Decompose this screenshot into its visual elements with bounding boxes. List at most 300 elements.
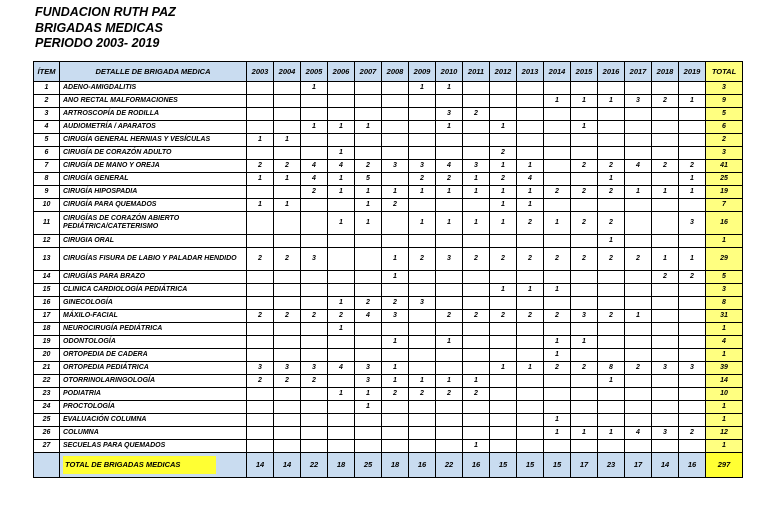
item-number: 16 [34,297,60,310]
year-count-cell: 2 [490,173,517,186]
year-count-cell [571,414,598,427]
year-count-cell [382,440,409,453]
year-count-cell [382,212,409,235]
year-count-cell: 2 [274,160,301,173]
year-count-cell: 2 [517,310,544,323]
year-count-cell: 2 [679,271,706,284]
year-count-cell: 1 [436,336,463,349]
year-count-cell [490,82,517,95]
year-count-cell [544,297,571,310]
year-count-cell [274,147,301,160]
year-count-cell [328,284,355,297]
year-count-cell [679,147,706,160]
year-count-cell [409,427,436,440]
table-row [34,427,743,440]
year-count-cell: 1 [517,186,544,199]
year-column-header: 2007 [355,62,382,82]
year-count-cell [247,95,274,108]
table-row [34,235,743,248]
year-count-cell: 1 [247,199,274,212]
year-count-cell [544,173,571,186]
year-count-cell [571,388,598,401]
year-count-cell [382,95,409,108]
year-count-cell [328,248,355,271]
year-count-cell: 2 [382,388,409,401]
year-count-cell [490,388,517,401]
year-count-cell [571,401,598,414]
year-count-cell [436,414,463,427]
year-count-cell: 1 [652,248,679,271]
report-header [35,5,176,52]
year-count-cell [328,235,355,248]
year-count-cell: 1 [355,121,382,134]
brigade-name: ODONTOLOGÍA [60,336,247,349]
year-count-cell [301,401,328,414]
total-label: TOTAL DE BRIGADAS MEDICAS [63,456,216,474]
year-count-cell: 2 [436,310,463,323]
year-count-cell [409,108,436,121]
item-number: 27 [34,440,60,453]
year-column-header: 2011 [463,62,490,82]
year-count-cell: 1 [571,427,598,440]
year-count-cell [625,271,652,284]
year-count-cell: 1 [490,284,517,297]
year-count-cell [382,108,409,121]
row-total-cell: 16 [706,212,743,235]
year-count-cell [274,212,301,235]
year-count-cell [247,82,274,95]
brigade-name: ORTOPEDIA PEDIÁTRICA [60,362,247,375]
year-count-cell [544,375,571,388]
year-count-cell [409,134,436,147]
year-count-cell: 1 [436,212,463,235]
year-count-cell [301,235,328,248]
year-count-cell: 1 [463,375,490,388]
year-count-cell: 1 [355,388,382,401]
year-count-cell: 1 [679,248,706,271]
year-column-header: 2006 [328,62,355,82]
year-count-cell [463,401,490,414]
year-count-cell: 8 [598,362,625,375]
year-count-cell [517,95,544,108]
year-count-cell: 1 [571,121,598,134]
year-count-cell [625,147,652,160]
year-count-cell: 1 [598,173,625,186]
year-count-cell: 2 [301,186,328,199]
year-count-cell: 1 [436,186,463,199]
table-row [34,297,743,310]
table-row [34,323,743,336]
year-count-cell [328,271,355,284]
year-count-cell [625,323,652,336]
year-count-cell: 2 [517,248,544,271]
year-count-cell: 2 [247,310,274,323]
year-count-cell [436,440,463,453]
year-count-cell [571,284,598,297]
year-count-cell [598,108,625,121]
year-count-cell [247,401,274,414]
year-count-cell [571,297,598,310]
year-count-cell [247,336,274,349]
year-count-cell [328,336,355,349]
year-count-cell [652,336,679,349]
year-count-cell [517,375,544,388]
year-count-cell [625,297,652,310]
year-count-cell [625,414,652,427]
year-count-cell: 1 [463,173,490,186]
year-column-header: 2014 [544,62,571,82]
year-count-cell: 1 [328,212,355,235]
year-count-cell [652,134,679,147]
year-count-cell [625,108,652,121]
year-count-cell [463,323,490,336]
year-count-cell: 2 [544,362,571,375]
year-count-cell [301,134,328,147]
year-count-cell [571,271,598,284]
year-count-cell [598,349,625,362]
year-count-cell: 1 [382,271,409,284]
year-count-cell [679,440,706,453]
year-count-cell [409,284,436,297]
year-count-cell [274,121,301,134]
year-count-cell [490,235,517,248]
year-count-cell: 2 [571,362,598,375]
year-count-cell [436,427,463,440]
year-count-cell: 1 [409,375,436,388]
year-count-cell [247,284,274,297]
row-total-cell: 8 [706,297,743,310]
year-count-cell [517,427,544,440]
year-count-cell [571,134,598,147]
year-count-cell [382,401,409,414]
year-count-cell [274,235,301,248]
year-count-cell: 1 [544,414,571,427]
table-row [34,108,743,121]
year-count-cell [598,440,625,453]
year-count-cell [490,427,517,440]
year-count-cell [679,336,706,349]
year-count-cell: 1 [436,121,463,134]
table-row [34,440,743,453]
year-count-cell [328,199,355,212]
year-count-cell [247,147,274,160]
table-row [34,95,743,108]
year-count-cell: 1 [247,134,274,147]
brigade-name: ORTOPEDIA DE CADERA [60,349,247,362]
year-count-cell [328,440,355,453]
report-subject: BRIGADAS MEDICAS [35,20,163,35]
row-total-cell: 4 [706,336,743,349]
row-total-cell: 3 [706,284,743,297]
foundation-name: FUNDACION RUTH PAZ [35,5,176,19]
year-count-cell [274,414,301,427]
year-count-cell [571,349,598,362]
year-count-cell [355,427,382,440]
year-count-cell [652,82,679,95]
year-count-cell: 1 [274,199,301,212]
year-count-cell: 1 [328,297,355,310]
year-count-cell: 2 [598,248,625,271]
year-count-cell [301,427,328,440]
year-count-cell [301,349,328,362]
year-count-cell [355,248,382,271]
year-count-cell [490,414,517,427]
item-number: 18 [34,323,60,336]
year-count-cell [625,336,652,349]
year-count-cell: 1 [625,186,652,199]
item-number: 19 [34,336,60,349]
year-count-cell [544,323,571,336]
year-count-cell [625,134,652,147]
year-count-cell [436,95,463,108]
year-count-cell: 1 [274,173,301,186]
year-count-cell [301,271,328,284]
year-count-cell [409,401,436,414]
year-count-cell [409,121,436,134]
year-count-cell [679,199,706,212]
year-count-cell [247,349,274,362]
year-total-cell: 25 [355,453,382,478]
year-count-cell [598,82,625,95]
year-count-cell [652,297,679,310]
year-count-cell [517,235,544,248]
year-count-cell [436,147,463,160]
table-row [34,336,743,349]
year-count-cell [463,349,490,362]
year-count-cell: 3 [679,212,706,235]
year-count-cell [301,199,328,212]
year-count-cell [517,414,544,427]
year-count-cell [301,336,328,349]
year-count-cell [490,349,517,362]
year-count-cell [517,440,544,453]
brigade-name: COLUMNA [60,427,247,440]
year-count-cell [544,82,571,95]
year-count-cell [463,147,490,160]
year-count-cell: 4 [301,160,328,173]
year-count-cell [274,427,301,440]
year-count-cell: 2 [301,375,328,388]
year-count-cell [274,108,301,121]
year-count-cell [301,388,328,401]
year-count-cell [679,82,706,95]
row-total-cell: 39 [706,362,743,375]
year-total-cell: 14 [274,453,301,478]
item-number: 20 [34,349,60,362]
year-count-cell: 3 [571,310,598,323]
year-count-cell [355,336,382,349]
year-count-cell [598,336,625,349]
year-total-cell: 15 [517,453,544,478]
year-count-cell [571,235,598,248]
year-count-cell [382,235,409,248]
year-count-cell: 3 [247,362,274,375]
year-count-cell [301,284,328,297]
year-count-cell [409,440,436,453]
table-row [34,388,743,401]
year-count-cell [274,284,301,297]
year-count-cell: 2 [436,173,463,186]
brigade-name: CIRUGIA ORAL [60,235,247,248]
year-count-cell [247,271,274,284]
brigade-name: OTORRINOLARINGOLOGÍA [60,375,247,388]
year-count-cell [571,323,598,336]
year-count-cell [598,401,625,414]
year-count-cell [355,440,382,453]
year-count-cell [436,362,463,375]
year-count-cell: 1 [571,336,598,349]
year-count-cell: 1 [328,388,355,401]
year-count-cell [328,95,355,108]
year-count-cell: 2 [679,427,706,440]
year-count-cell [355,147,382,160]
year-count-cell [571,147,598,160]
year-count-cell [679,323,706,336]
year-column-header: 2003 [247,62,274,82]
year-column-header: 2004 [274,62,301,82]
year-count-cell: 1 [382,362,409,375]
year-count-cell: 1 [544,212,571,235]
year-count-cell [436,323,463,336]
year-count-cell [652,323,679,336]
year-count-cell: 2 [409,248,436,271]
year-count-cell [355,134,382,147]
year-total-cell: 14 [652,453,679,478]
year-count-cell: 2 [517,212,544,235]
year-total-cell: 18 [382,453,409,478]
year-count-cell [436,134,463,147]
year-count-cell [490,440,517,453]
year-count-cell: 1 [328,121,355,134]
year-count-cell [679,121,706,134]
year-count-cell [301,297,328,310]
year-count-cell: 3 [625,95,652,108]
year-count-cell [544,271,571,284]
year-count-cell [544,388,571,401]
year-count-cell: 1 [463,212,490,235]
item-number: 2 [34,95,60,108]
item-column-header: ÍTEM [34,62,60,82]
year-count-cell: 2 [544,186,571,199]
year-count-cell [490,271,517,284]
year-count-cell [571,375,598,388]
year-count-cell: 4 [517,173,544,186]
year-count-cell: 4 [328,160,355,173]
brigade-name: ARTROSCOPÍA DE RODILLA [60,108,247,121]
item-number: 17 [34,310,60,323]
year-count-cell: 1 [355,186,382,199]
year-count-cell [382,82,409,95]
year-count-cell: 2 [571,212,598,235]
year-count-cell [247,440,274,453]
item-number: 9 [34,186,60,199]
year-count-cell [490,375,517,388]
year-count-cell [328,427,355,440]
year-column-header: 2008 [382,62,409,82]
year-count-cell [382,284,409,297]
year-count-cell [301,95,328,108]
item-number: 6 [34,147,60,160]
year-count-cell [382,147,409,160]
year-count-cell: 1 [463,440,490,453]
year-count-cell [517,121,544,134]
year-count-cell [625,199,652,212]
year-count-cell [679,108,706,121]
year-count-cell [382,173,409,186]
row-total-cell: 5 [706,271,743,284]
row-total-cell: 1 [706,401,743,414]
year-count-cell: 2 [382,297,409,310]
year-count-cell [382,121,409,134]
year-count-cell [274,336,301,349]
brigade-name: CIRUGÍAS FISURA DE LABIO Y PALADAR HENDIDO [60,248,247,271]
year-total-cell: 17 [571,453,598,478]
year-count-cell: 1 [490,362,517,375]
row-total-cell: 6 [706,121,743,134]
year-count-cell [517,323,544,336]
year-count-cell [409,414,436,427]
brigade-name: MÁXILO-FACIAL [60,310,247,323]
brigade-name: CLINICA CARDIOLOGÍA PEDIÁTRICA [60,284,247,297]
year-count-cell: 3 [274,362,301,375]
year-count-cell: 3 [463,160,490,173]
brigade-name: AUDIOMETRÍA / APARATOS [60,121,247,134]
year-count-cell [598,323,625,336]
year-count-cell [409,235,436,248]
year-count-cell: 4 [625,427,652,440]
item-number: 23 [34,388,60,401]
row-total-cell: 10 [706,388,743,401]
table-row [34,349,743,362]
year-count-cell [625,440,652,453]
year-count-cell [382,323,409,336]
year-count-cell [355,414,382,427]
year-count-cell [409,349,436,362]
year-count-cell [625,173,652,186]
year-count-cell: 2 [463,108,490,121]
year-count-cell: 2 [544,248,571,271]
year-count-cell: 4 [328,362,355,375]
brigade-name: CIRUGÍA HIPOSPADIA [60,186,247,199]
year-count-cell: 1 [382,375,409,388]
item-number: 10 [34,199,60,212]
row-total-cell: 31 [706,310,743,323]
year-count-cell [625,235,652,248]
year-count-cell: 4 [355,310,382,323]
year-count-cell [247,108,274,121]
year-count-cell [625,349,652,362]
year-count-cell [301,108,328,121]
year-count-cell: 1 [598,427,625,440]
year-count-cell: 1 [544,284,571,297]
year-count-cell: 2 [274,248,301,271]
year-count-cell [652,284,679,297]
year-count-cell: 1 [490,160,517,173]
year-count-cell: 2 [409,173,436,186]
year-count-cell: 2 [679,160,706,173]
row-total-cell: 3 [706,82,743,95]
year-column-header: 2019 [679,62,706,82]
year-count-cell [544,401,571,414]
year-count-cell [490,134,517,147]
year-count-cell [571,108,598,121]
year-count-cell [274,297,301,310]
year-count-cell [544,134,571,147]
year-column-header: 2015 [571,62,598,82]
year-count-cell [625,375,652,388]
year-count-cell: 1 [409,82,436,95]
year-count-cell [409,323,436,336]
